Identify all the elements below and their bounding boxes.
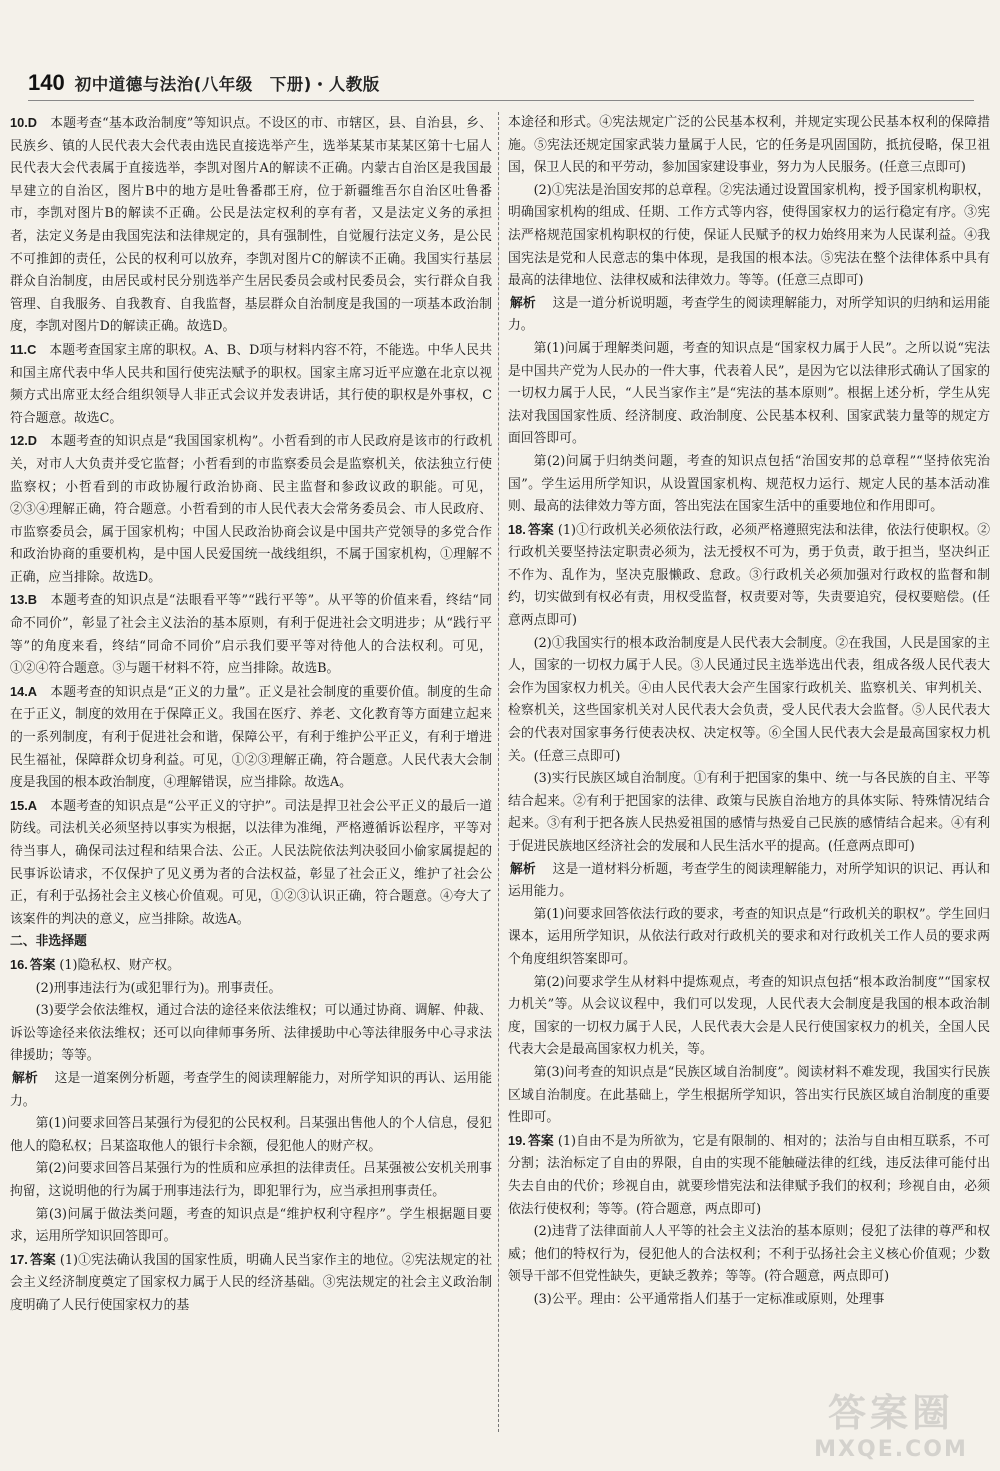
- answer-block: [508, 519, 990, 633]
- page-header: [28, 70, 974, 100]
- paragraph-text: 第(1)问属于理解类问题，考查的知识点是“国家权力属于人民”。之所以说“宪法是中国共产党为人民办的一件大事，代表着人民”，是因为它以法律形式确认了国家的一切权力属于人民，“人民当家作主”是“宪法的基本原则”。根据上述分析，学生从宪法对我国国家性质、经济制度、政治制度、公民基本权利、国家武装力量等的规定方面回答即可。: [508, 340, 990, 447]
- explanation-text: 本题考查的知识点是“法眼看平等”“践行平等”。从平等的价值来看，终结“同命不同价”，彰显了社会主义法治的基本原则，有利于促进社会文明进步；从“践行平等”的角度来看，终结“同命不同价”启示我们要平等对待他人的合法权利。可见，①②④符合题意。③与题干材料不符，应当排除。故选B。: [10, 593, 492, 677]
- paragraph: [508, 1062, 990, 1130]
- paragraph-text: (3)公平。理由：公平通常指人们基于一定标准或原则，处理事: [533, 1291, 885, 1307]
- paragraph-text: 第(1)问要求回答依法行政的要求，考查的知识点是“行政机关的职权”。学生回归课本，运用所学知识，从依法行政对行政机关的要求和对行政机关工作人员的要求两个角度组织答案即可。: [508, 906, 990, 967]
- answer-tag: 答案: [29, 1252, 56, 1268]
- paragraph-text: (3)实行民族区域自治制度。①有利于把国家的集中、统一与各民族的自主、平等结合起来。②有利于把国家的法律、政策与民族自治地方的具体实际、特殊情况结合起来。③有利于把各族人民热爱祖国的感情与热爱自己民族的感情结合起来。④有利于促进民族地区经济社会的发展和人民生活水平的提高。(任意两点即可): [508, 771, 990, 854]
- question-number: 11.C: [10, 341, 37, 357]
- paragraph: [10, 1158, 492, 1203]
- explanation-text: 本题考查“基本政治制度”等知识点。不设区的市、市辖区，县、自治县，乡、民族乡、镇的人民代表大会代表由选民直接选举产生，选举某某市某某区第十七届人民代表大会代表属于直接选举，李凯对图片A的解读不正确。内蒙古自治区是我国最早建立的自治区，图片B中的地方是吐鲁番郡王府，位于新疆维吾尔自治区吐鲁番市，李凯对图片B的解读不正确。公民是法定权利的享有者，又是法定义务的承担者，法定义务是由我国宪法和法律规定的，具有强制性，自觉履行法定义务，是公民不可推卸的责任，公民的权利可以放弃，李凯对图片C的解读不正确。我国实行基层群众自治制度，由居民或村民分别选举产生居民委员会或村民委员会，实行群众自我管理、自我服务、自我教育、自我监督，基层群众自治制度是我国的一项基本政治制度，李凯对图片D的解读正确。故选D。: [10, 116, 492, 335]
- question-explanation: [10, 430, 492, 589]
- paragraph: [10, 978, 492, 1001]
- answer-text: (1)隐私权、财产权。: [59, 957, 180, 973]
- answer-text: (1)①宪法确认我国的国家性质，明确人民当家作主的地位。②宪法规定的社会主义经济制度奠定了国家权力属于人民的经济基础。③宪法规定的社会主义政治制度明确了人民行使国家权力的基: [10, 1252, 492, 1313]
- answer-tag: 答案: [527, 1133, 554, 1149]
- paragraph: [508, 972, 990, 1062]
- page-number: 140: [28, 70, 65, 95]
- question-number: 18.: [508, 521, 526, 537]
- paragraph-text: (2)违背了法律面前人人平等的社会主义法治的基本原则；侵犯了法律的尊严和权威；他们的特权行为，侵犯他人的合法权利；不利于弘扬社会主义核心价值观；少数领导干部不但党性缺失，更缺乏教养；等等。(符合题意，两点即可): [508, 1224, 990, 1285]
- paragraph-text: 第(2)问要求学生从材料中提炼观点，考查的知识点包括“根本政治制度”“国家权力机关”等。从会议议程中，我们可以发现，人民代表大会制度是我国的根本政治制度，国家的一切权力属于人民，人民代表大会是人民行使国家权力的机关，全国人民代表大会是最高国家权力机关，等。: [508, 974, 990, 1058]
- paragraph-text: 本途径和形式。④宪法规定广泛的公民基本权利，并规定实现公民基本权利的保障措施。⑤宪法还规定国家武装力量属于人民，它的任务是巩固国防，抵抗侵略，保卫祖国，保卫人民的和平劳动，参加国家建设事业，努力为人民服务。(任意三点即可): [508, 115, 990, 176]
- question-explanation: [10, 589, 492, 680]
- site-watermark: [796, 1387, 986, 1462]
- paragraph: [508, 112, 990, 180]
- explanation-text: 本题考查的知识点是“公平正义的守护”。司法是捍卫社会公平正义的最后一道防线。司法机关必须坚持以事实为根据，以法律为准绳，严格遵循诉讼程序，平等对待当事人，确保司法过程和结果合法、公正。人民法院依法判决驳回小偷家属提起的民事诉讼请求，不仅保护了见义勇为者的合法权益，彰显了社会正义，维护了社会公正，有利于弘扬社会主义核心价值观。可见，①②③认识正确，符合题意。④夸大了该案件的判决的意义，应当排除。故选A。: [10, 798, 492, 927]
- paragraph: [10, 1000, 492, 1068]
- analysis-text: 这是一道分析说明题，考查学生的阅读理解能力，对所学知识的归纳和运用能力。: [508, 295, 990, 334]
- watermark-logo-text: 答案圈: [827, 1391, 954, 1435]
- analysis-block: [508, 859, 990, 904]
- watermark-url: MXQE.COM: [814, 1437, 968, 1462]
- question-number: 15.A: [10, 797, 38, 813]
- answer-block: [508, 1130, 990, 1221]
- paragraph-text: (3)要学会依法维权，通过合法的途径来依法维权；可以通过协商、调解、仲裁、诉讼等途径来依法维权；还可以向律师事务所、法律援助中心等法律服务中心寻求法律援助；等等。: [10, 1003, 492, 1064]
- answer-text: (1)①行政机关必须依法行政，必须严格遵照宪法和法律，依法行使职权。②行政机关要坚持法定职责必须为，法无授权不可为，勇于负责，敢于担当，坚决纠正不作为、乱作为，坚决克服懒政、怠政。③行政机关必须加强对行政权的监督和制约，切实做到有权必有责，用权受监督，权责要对等，失责要追究，侵权要赔偿。(任意两点即可): [508, 522, 990, 629]
- paragraph-text: 第(1)问要求回答吕某强行为侵犯的公民权利。吕某强出售他人的个人信息，侵犯他人的隐私权；吕某盗取他人的银行卡余额，侵犯他人的财产权。: [10, 1116, 492, 1154]
- paragraph: [508, 904, 990, 972]
- analysis-text: 这是一道案例分析题，考查学生的阅读理解能力，对所学知识的再认、运用能力。: [10, 1070, 492, 1109]
- question-explanation: [10, 795, 492, 932]
- question-explanation: [10, 681, 492, 795]
- paragraph: [508, 1221, 990, 1289]
- book-title: 初中道德与法治(八年级 下册)・人教版: [74, 75, 380, 94]
- paragraph-text: 第(3)问属于做法类问题，考查的知识点是“维护权利守程序”。学生根据题目要求，运用所学知识回答即可。: [10, 1206, 492, 1245]
- analysis-tag: 解析: [510, 861, 536, 877]
- explanation-text: 本题考查的知识点是“我国国家机构”。小哲看到的市人民政府是该市的行政机关，对市人大负责并受它监督；小哲看到的市监察委员会是监察机关，依法独立行使监察权；小哲看到的市政协履行政治协商、民主监督和参政议政的职能。可见，②③④理解正确，符合题意。小哲看到的市人民代表大会常务委员会、市人民政府、市监察委员会，属于国家机构；中国人民政治协商会议是中国共产党领导的多党合作和政治协商的重要机构，是中国人民爱国统一战线组织，不属于国家机构，①理解不正确，应当排除。故选D。: [10, 434, 492, 585]
- answer-tag: 答案: [29, 957, 56, 973]
- left-column: [10, 112, 492, 1432]
- paragraph-text: (2)①我国实行的根本政治制度是人民代表大会制度。②在我国，人民是国家的主人，国家的一切权力属于人民。③人民通过民主选举选出代表，组成各级人民代表大会作为国家权力机关。④由人民代表大会产生国家行政机关、监察机关、审判机关、检察机关，这些国家机关对人民代表大会负责，受人民代表大会监督。⑤人民代表大会的代表对国家事务行使表决权、决定权等。⑥全国人民代表大会是最高国家权力机关。(任意三点即可): [508, 635, 990, 764]
- paragraph: [508, 180, 990, 293]
- question-number: 12.D: [10, 433, 38, 449]
- header-rule: [28, 100, 974, 101]
- paragraph: [10, 1113, 492, 1158]
- paragraph: [508, 451, 990, 519]
- answer-block: [10, 1249, 492, 1318]
- paragraph-text: 第(2)问属于归纳类问题，考查的知识点包括“治国安邦的总章程”“坚持依宪治国”。学生运用所学知识，从设置国家机构、规范权力运行、规定人民的基本活动准则、最高的法律效力等方面，答出宪法在国家生活中的重要地位和作用即可。: [508, 453, 990, 515]
- section-title: 二、非选择题: [10, 934, 87, 950]
- paragraph-text: 第(3)问考查的知识点是“民族区域自治制度”。阅读材料不难发现，我国实行民族区域自治制度。在此基础上，学生根据所学知识，答出实行民族区域自治制度的重要性即可。: [508, 1064, 990, 1126]
- answer-text: (1)自由不是为所欲为，它是有限制的、相对的；法治与自由相互联系，不可分割；法治标定了自由的界限，自由的实现不能触碰法律的红线，违反法律可能付出失去自由的代价；珍视自由，就要珍惜宪法和法律赋予我们的权利；珍视自由，必须依法行使权利；等等。(符合题意，两点即可): [508, 1133, 990, 1217]
- analysis-block: [10, 1068, 492, 1113]
- explanation-text: 本题考查国家主席的职权。A、B、D项与材料内容不符，不能选。中华人民共和国主席代表中华人民共和国行使宪法赋予的职权。国家主席习近平应邀在北京以视频方式出席亚太经合组织领导人非正式会议并发表讲话，其行使的职权是外事权，C符合题意。故选C。: [10, 342, 492, 426]
- explanation-text: 本题考查的知识点是“正义的力量”。正义是社会制度的重要价值。制度的生命在于正义，制度的效用在于保障正义。我国在医疗、养老、文化教育等方面建立起来的一系列制度，有利于促进社会和谐，保障公平，有利于维护公平正义，有利于增进民生福祉，保障群众切身利益。可见，①②③理解正确，符合题意。人民代表大会制度是我国的根本政治制度，④理解错误，应当排除。故选A。: [10, 684, 492, 791]
- paragraph: [508, 633, 990, 769]
- question-number: 14.A: [10, 683, 38, 699]
- analysis-text: 这是一道材料分析题，考查学生的阅读理解能力，对所学知识的识记、再认和运用能力。: [508, 861, 990, 900]
- question-explanation: [10, 339, 492, 430]
- answer-tag: 答案: [527, 522, 554, 538]
- question-number: 19.: [508, 1132, 526, 1148]
- paragraph-text: 第(2)问要求回答吕某强行为的性质和应承担的法律责任。吕某强被公安机关刑事拘留，这说明他的行为属于刑事违法行为，即犯罪行为，应当承担刑事责任。: [10, 1161, 492, 1199]
- question-number: 17.: [10, 1251, 28, 1267]
- analysis-tag: 解析: [12, 1070, 38, 1086]
- paragraph-text: (2)①宪法是治国安邦的总章程。②宪法通过设置国家机构，授予国家机构职权，明确国家机构的组成、任期、工作方式等内容，使得国家权力的运行稳定有序。③宪法严格规范国家机构职权的行使，保证人民赋予的权力始终用来为人民谋利益。④我国宪法是党和人民意志的集中体现，是我国的根本法。⑤宪法在整个法律体系中具有最高的法律地位、法律权威和法律效力。等等。(任意三点即可): [508, 182, 990, 289]
- paragraph: [508, 1289, 990, 1312]
- question-number: 13.B: [10, 592, 38, 608]
- question-number: 10.D: [10, 115, 38, 130]
- question-explanation: [10, 112, 492, 339]
- paragraph: [10, 1204, 492, 1249]
- paragraph: [508, 768, 990, 858]
- paragraph: [508, 338, 990, 451]
- column-divider: [498, 112, 499, 1432]
- question-number: 16.: [10, 956, 28, 972]
- paragraph-text: (2)刑事违法行为(或犯罪行为)。刑事责任。: [35, 980, 282, 996]
- analysis-block: [508, 293, 990, 338]
- analysis-tag: 解析: [510, 295, 536, 311]
- section-heading: [10, 931, 492, 954]
- answer-block: [10, 954, 492, 978]
- right-column: [508, 112, 990, 1432]
